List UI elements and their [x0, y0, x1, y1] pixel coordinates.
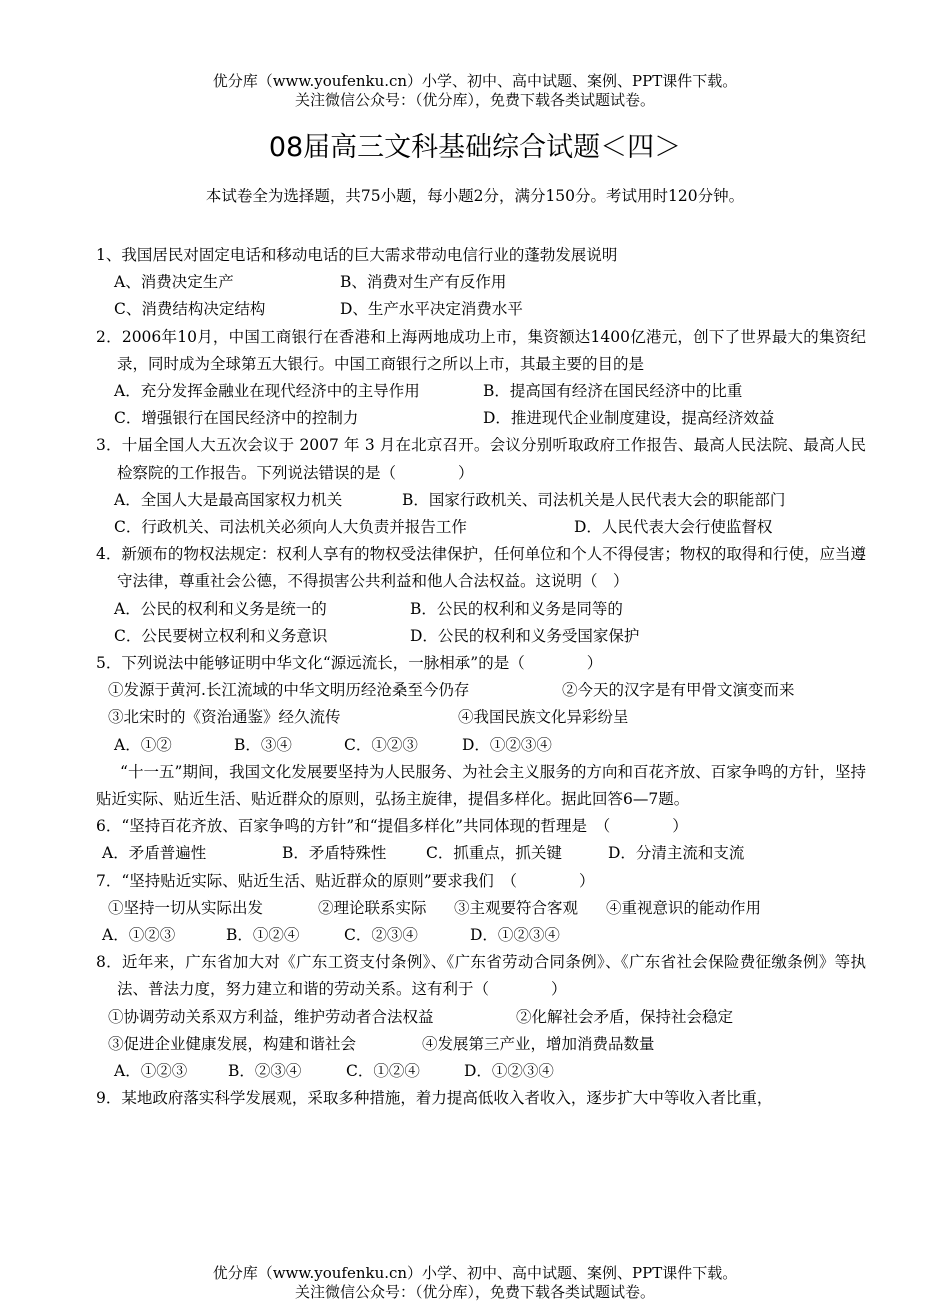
- option-a: A．全国人大是最高国家权力机关: [114, 490, 343, 509]
- question-3-stem: 3．十届全国人大五次会议于 2007 年 3 月在北京召开。会议分别听取政府工作报告、最高人民法院、最高人民检察院的工作报告。下列说法错误的是（ ）: [96, 436, 866, 482]
- option-d: D、生产水平决定消费水平: [340, 300, 523, 319]
- question-4-stem: 4．新颁布的物权法规定：权利人享有的物权受法律保护，任何单位和个人不得侵害；物权的取得和行使，应当遵守法律，尊重社会公德，不得损害公共利益和他人合法权益。这说明（ ）: [96, 545, 866, 591]
- option-b: B．②③④: [228, 1062, 302, 1081]
- option-a: A．矛盾普遍性: [102, 844, 207, 863]
- question-3-options-row-2: [96, 514, 866, 541]
- page-header: [0, 72, 950, 110]
- option-d: D．①②③④: [464, 1062, 554, 1081]
- option-b: B．③④: [234, 735, 292, 754]
- option-b: B．公民的权利和义务是同等的: [410, 599, 623, 618]
- question-7-stem: 7．“坚持贴近实际、贴近生活、贴近群众的原则”要求我们 （ ）: [96, 871, 595, 890]
- question-1-options-row-1: [96, 269, 866, 296]
- statement-2: ②今天的汉字是有甲骨文演变而来: [562, 681, 795, 700]
- question-2-options-row-2: [96, 405, 866, 432]
- option-c: C．①②③: [344, 735, 418, 754]
- option-d: D．①②③④: [462, 735, 552, 754]
- statement-4: ④重视意识的能动作用: [606, 898, 762, 917]
- option-d: D．公民的权利和义务受国家保护: [410, 626, 640, 645]
- question-2-options-row-1: [96, 378, 866, 405]
- question-5-statements-row-2: [96, 704, 866, 731]
- option-c: C．①②④: [346, 1062, 420, 1081]
- statement-2: ②理论联系实际: [318, 898, 427, 917]
- statement-1: ①坚持一切从实际出发: [108, 898, 264, 917]
- question-9-stem: 9．某地政府落实科学发展观，采取多种措施，着力提高低收入者收入，逐步扩大中等收入者比重，: [96, 1089, 773, 1108]
- question-5-statements-row-1: [96, 677, 866, 704]
- statement-1: ①发源于黄河.长江流域的中华文明历经沧桑至今仍存: [108, 681, 470, 700]
- statement-1: ①协调劳动关系双方利益，维护劳动者合法权益: [108, 1007, 434, 1026]
- question-6-stem: 6．“坚持百花齐放、百家争鸣的方针”和“提倡多样化”共同体现的哲理是 （ ）: [96, 817, 688, 836]
- question-4-options-row-2: [96, 623, 866, 650]
- statement-4: ④我国民族文化异彩纷呈: [458, 708, 629, 727]
- statement-3: ③北宋时的《资治通鉴》经久流传: [108, 708, 341, 727]
- question-8-statements-row-1: [96, 1004, 866, 1031]
- option-d: D．①②③④: [470, 926, 560, 945]
- exam-title: 08届高三文科基础综合试题＜四＞: [268, 132, 682, 163]
- option-c: C．②③④: [344, 926, 418, 945]
- exam-intro: 本试卷全为选择题，共75小题，每小题2分，满分150分。考试用时120分钟。: [205, 187, 745, 205]
- footer-line-1: 优分库（www.youfenku.cn）小学、初中、高中试题、案例、PPT课件下载。: [212, 1264, 738, 1282]
- question-5-stem: 5．下列说法中能够证明中华文化“源远流长，一脉相承”的是（ ）: [96, 654, 603, 673]
- header-line-2: 关注微信公众号：（优分库），免费下载各类试题试卷。: [294, 91, 655, 109]
- footer-line-2: 关注微信公众号：（优分库），免费下载各类试题试卷。: [294, 1283, 655, 1301]
- question-8-options-row: [96, 1058, 866, 1085]
- question-7-statements-row: [96, 895, 866, 922]
- question-4-options-row-1: [96, 596, 866, 623]
- question-6-options-row: [96, 840, 866, 867]
- option-a: A．充分发挥金融业在现代经济中的主导作用: [114, 382, 420, 401]
- statement-4: ④发展第三产业，增加消费品数量: [422, 1034, 655, 1053]
- option-a: A．①②③: [102, 926, 176, 945]
- option-c: C．增强银行在国民经济中的控制力: [114, 409, 359, 428]
- option-a: A．①②: [114, 735, 172, 754]
- question-8-stem: 8．近年来，广东省加大对《广东工资支付条例》、《广东省劳动合同条例》、《广东省社会保险费征缴条例》等执法、普法力度，努力建立和谐的劳动关系。这有利于（ ）: [96, 953, 866, 999]
- statement-3: ③促进企业健康发展，构建和谐社会: [108, 1034, 357, 1053]
- page-footer: [0, 1264, 950, 1302]
- option-b: B．①②④: [226, 926, 300, 945]
- question-8-statements-row-2: [96, 1031, 866, 1058]
- option-a: A、消费决定生产: [114, 273, 234, 292]
- header-line-1: 优分库（www.youfenku.cn）小学、初中、高中试题、案例、PPT课件下载。: [212, 72, 738, 90]
- option-b: B．矛盾特殊性: [282, 844, 387, 863]
- question-1-options-row-2: [96, 296, 866, 323]
- option-d: D．人民代表大会行使监督权: [574, 518, 773, 537]
- option-c: C．公民要树立权利和义务意识: [114, 626, 328, 645]
- option-c: C．行政机关、司法机关必须向人大负责并报告工作: [114, 518, 467, 537]
- question-5-options-row: [96, 732, 866, 759]
- option-d: D．分清主流和支流: [608, 844, 745, 863]
- question-2-stem: 2．2006年10月，中国工商银行在香港和上海两地成功上市，集资额达1400亿港元，创下了世界最大的集资纪录，同时成为全球第五大银行。中国工商银行之所以上市，其最主要的目的是: [96, 327, 866, 373]
- statement-2: ②化解社会矛盾，保持社会稳定: [516, 1007, 734, 1026]
- option-c: C．抓重点，抓关键: [426, 844, 562, 863]
- option-c: C、消费结构决定结构: [114, 300, 266, 319]
- option-a: A．公民的权利和义务是统一的: [114, 599, 327, 618]
- question-list: [96, 242, 866, 1113]
- option-d: D．推进现代企业制度建设，提高经济效益: [483, 409, 775, 428]
- option-b: B．国家行政机关、司法机关是人民代表大会的职能部门: [402, 490, 786, 509]
- question-3-options-row-1: [96, 487, 866, 514]
- statement-3: ③主观要符合客观: [454, 898, 579, 917]
- reading-passage: “十一五”期间，我国文化发展要坚持为人民服务、为社会主义服务的方向和百花齐放、百家争鸣的方针，坚持贴近实际、贴近生活、贴近群众的原则，弘扬主旋律，提倡多样化。据此回答6—7题。: [96, 762, 866, 809]
- question-7-options-row: [96, 922, 866, 949]
- option-a: A．①②③: [114, 1062, 188, 1081]
- question-1-stem: 1、我国居民对固定电话和移动电话的巨大需求带动电信行业的蓬勃发展说明: [96, 246, 618, 264]
- option-b: B．提高国有经济在国民经济中的比重: [483, 382, 743, 401]
- option-b: B、消费对生产有反作用: [340, 273, 507, 292]
